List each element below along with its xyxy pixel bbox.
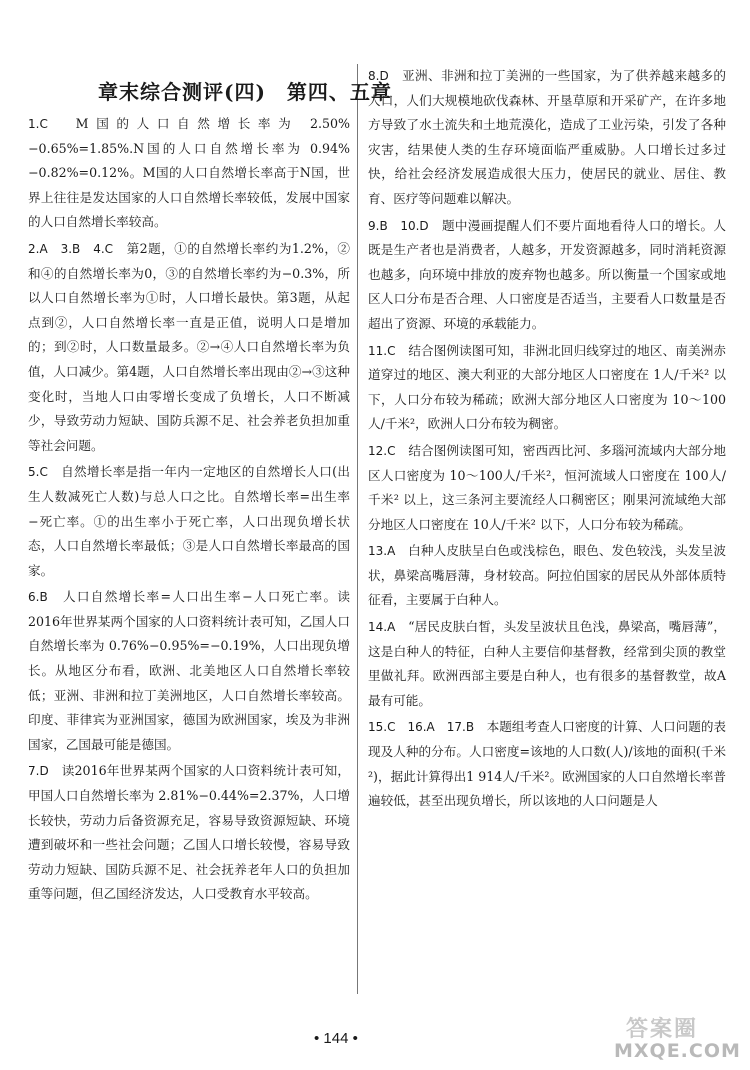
answer-item [28, 112, 350, 235]
answer-text: “居民皮肤白皙，头发呈波状且色浅，鼻梁高，嘴唇薄”，这是白种人的特征，白种人主要信仰基督教，经常到尖顶的教堂里做礼拜。欧洲西部主要是白种人，也有很多的基督教堂，故A最有可能。 [368, 619, 727, 708]
answer-text: 结合图例读图可知，密西西比河、多瑙河流域内大部分地区人口密度为 10～100人/千米²，恒河流域人口密度在 100人/千米² 以上，这三条河主要流经人口稠密区；刚果河流域绝大部分地区人口密度在 10人/千米² 以下，人口分布较为稀疏。 [368, 442, 727, 532]
answer-text: 自然增长率是指一年内一定地区的自然增长人口(出生人数减死亡人数)与总人口之比。自然增长率=出生率−死亡率。①的出生率小于死亡率，人口出现负增长状态，人口自然增长率最低；③是人口自然增长率最高的国家。 [28, 464, 350, 578]
answer-number: 1.C [28, 117, 48, 131]
answer-number: 2.A 3.B 4.C [28, 241, 114, 256]
answer-text: M国的人口自然增长率为 2.50%−0.65%=1.85%.N国的人口自然增长率为 0.94%−0.82%=0.12%。M国的人口自然增长率高于N国，世界上往往是发达国家的人口自然增长率较低，发展中国家的人口自然增长率较高。 [28, 116, 351, 230]
answer-number: 8.D [368, 69, 389, 83]
page-number: • 144 • [314, 1030, 358, 1047]
answer-text: 读2016年世界某两个国家的人口资料统计表可知，甲国人口自然增长率为 2.81%−0.44%=2.37%，人口增长较快，劳动力后备资源充足，容易导致资源短缺、环境遭到破坏和一些社会问题；乙国人口增长较慢，容易导致劳动力短缺、国防兵源不足、社会抚养老年人口的负担加重等问题，但乙国经济发达，人口受教育水平较高。 [28, 763, 350, 902]
answer-item [368, 715, 726, 813]
watermark-logo-text: 答案圈 [626, 1017, 699, 1042]
answer-number: 7.D [28, 764, 49, 779]
answer-item [368, 64, 726, 212]
chapter-title: 章末综合测评(四) 第四、五章 [98, 80, 392, 104]
answer-item [368, 539, 726, 613]
answer-number: 6.B [28, 590, 48, 605]
answer-item [368, 339, 726, 437]
answer-item [28, 237, 350, 458]
answer-number: 11.C [368, 343, 396, 358]
answer-number: 5.C [28, 465, 48, 480]
right-answer-list [368, 64, 726, 816]
right-column [368, 0, 726, 1000]
answer-text: 人口自然增长率=人口出生率−人口死亡率。读2016年世界某两个国家的人口资料统计表可知，乙国人口自然增长率为 0.76%−0.95%=−0.19%，人口出现负增长。从地区分布看，欧洲、北美地区人口自然增长率较低；亚洲、非洲和拉丁美洲地区，人口自然增长率较高。印度、菲律宾为亚洲国家，德国为欧洲国家，埃及为非洲国家，乙国最可能是德国。 [28, 589, 351, 752]
answer-text: 第2题，①的自然增长率约为1.2%，②和④的自然增长率为0，③的自然增长率约为−0.3%，所以人口自然增长率为①时，人口增长最快。第3题，从起点到②，人口自然增长率一直是正值，说明人口是增加的；到②时，人口数量最多。②→④人口自然增长率为负值，人口减少。第4题，人口自然增长率出现由②→③这种变化时，当地人口由零增长变成了负增长，人口不断减少，导致劳动力短缺、国防兵源不足、社会养老负担加重等社会问题。 [28, 240, 351, 453]
answer-number: 14.A [368, 620, 396, 635]
answer-item [368, 439, 726, 537]
answer-item [28, 460, 350, 583]
answer-item [368, 615, 726, 713]
answer-text: 白种人皮肤呈白色或浅棕色，眼色、发色较浅，头发呈波状，鼻梁高嘴唇薄，身材较高。阿拉伯国家的居民从外部体质特征看，主要属于白种人。 [368, 543, 727, 608]
answer-item [368, 214, 726, 337]
column-divider [357, 64, 358, 994]
answer-number: 9.B 10.D [368, 218, 429, 233]
left-answer-list [28, 112, 350, 909]
answer-text: 亚洲、非洲和拉丁美洲的一些国家，为了供养越来越多的人口，人们大规模地砍伐森林、开垦草原和开采矿产，在许多地方导致了水土流失和土地荒漠化，造成了工业污染，引发了各种灾害，结果使人类的生存环境面临严重威胁。人口增长过多过快，给社会经济发展造成很大压力，使居民的就业、居住、教育、医疗等问题难以解决。 [368, 68, 727, 206]
answer-item [28, 759, 350, 907]
answer-number: 15.C 16.A 17.B [368, 720, 475, 735]
watermark-url: MXQE.COM [614, 1040, 741, 1062]
answer-number: 13.A [368, 544, 396, 559]
answer-text: 本题组考查人口密度的计算、人口问题的表现及人种的分布。人口密度=该地的人口数(人)/该地的面积(千米²)，据此计算得出1 914人/千米²。欧洲国家的人口自然增长率普遍较低，甚至出现负增长，所以该地的人口问题是人 [368, 719, 727, 809]
answer-text: 题中漫画提醒人们不要片面地看待人口的增长。人既是生产者也是消费者，人越多，开发资源越多，同时消耗资源也越多，向环境中排放的废弃物也越多。所以衡量一个国家或地区人口分布是否合理、人口密度是否适当，主要看人口数量是否超出了资源、环境的承载能力。 [368, 217, 727, 331]
answer-item [28, 585, 350, 757]
answer-number: 12.C [368, 443, 396, 458]
answer-text: 结合图例读图可知，非洲北回归线穿过的地区、南美洲赤道穿过的地区、澳大利亚的大部分地区人口密度在 1人/千米² 以下，人口分布较为稀疏；欧洲大部分地区人口密度为 10～100人/千米²，欧洲人口分布较为稠密。 [368, 342, 727, 432]
